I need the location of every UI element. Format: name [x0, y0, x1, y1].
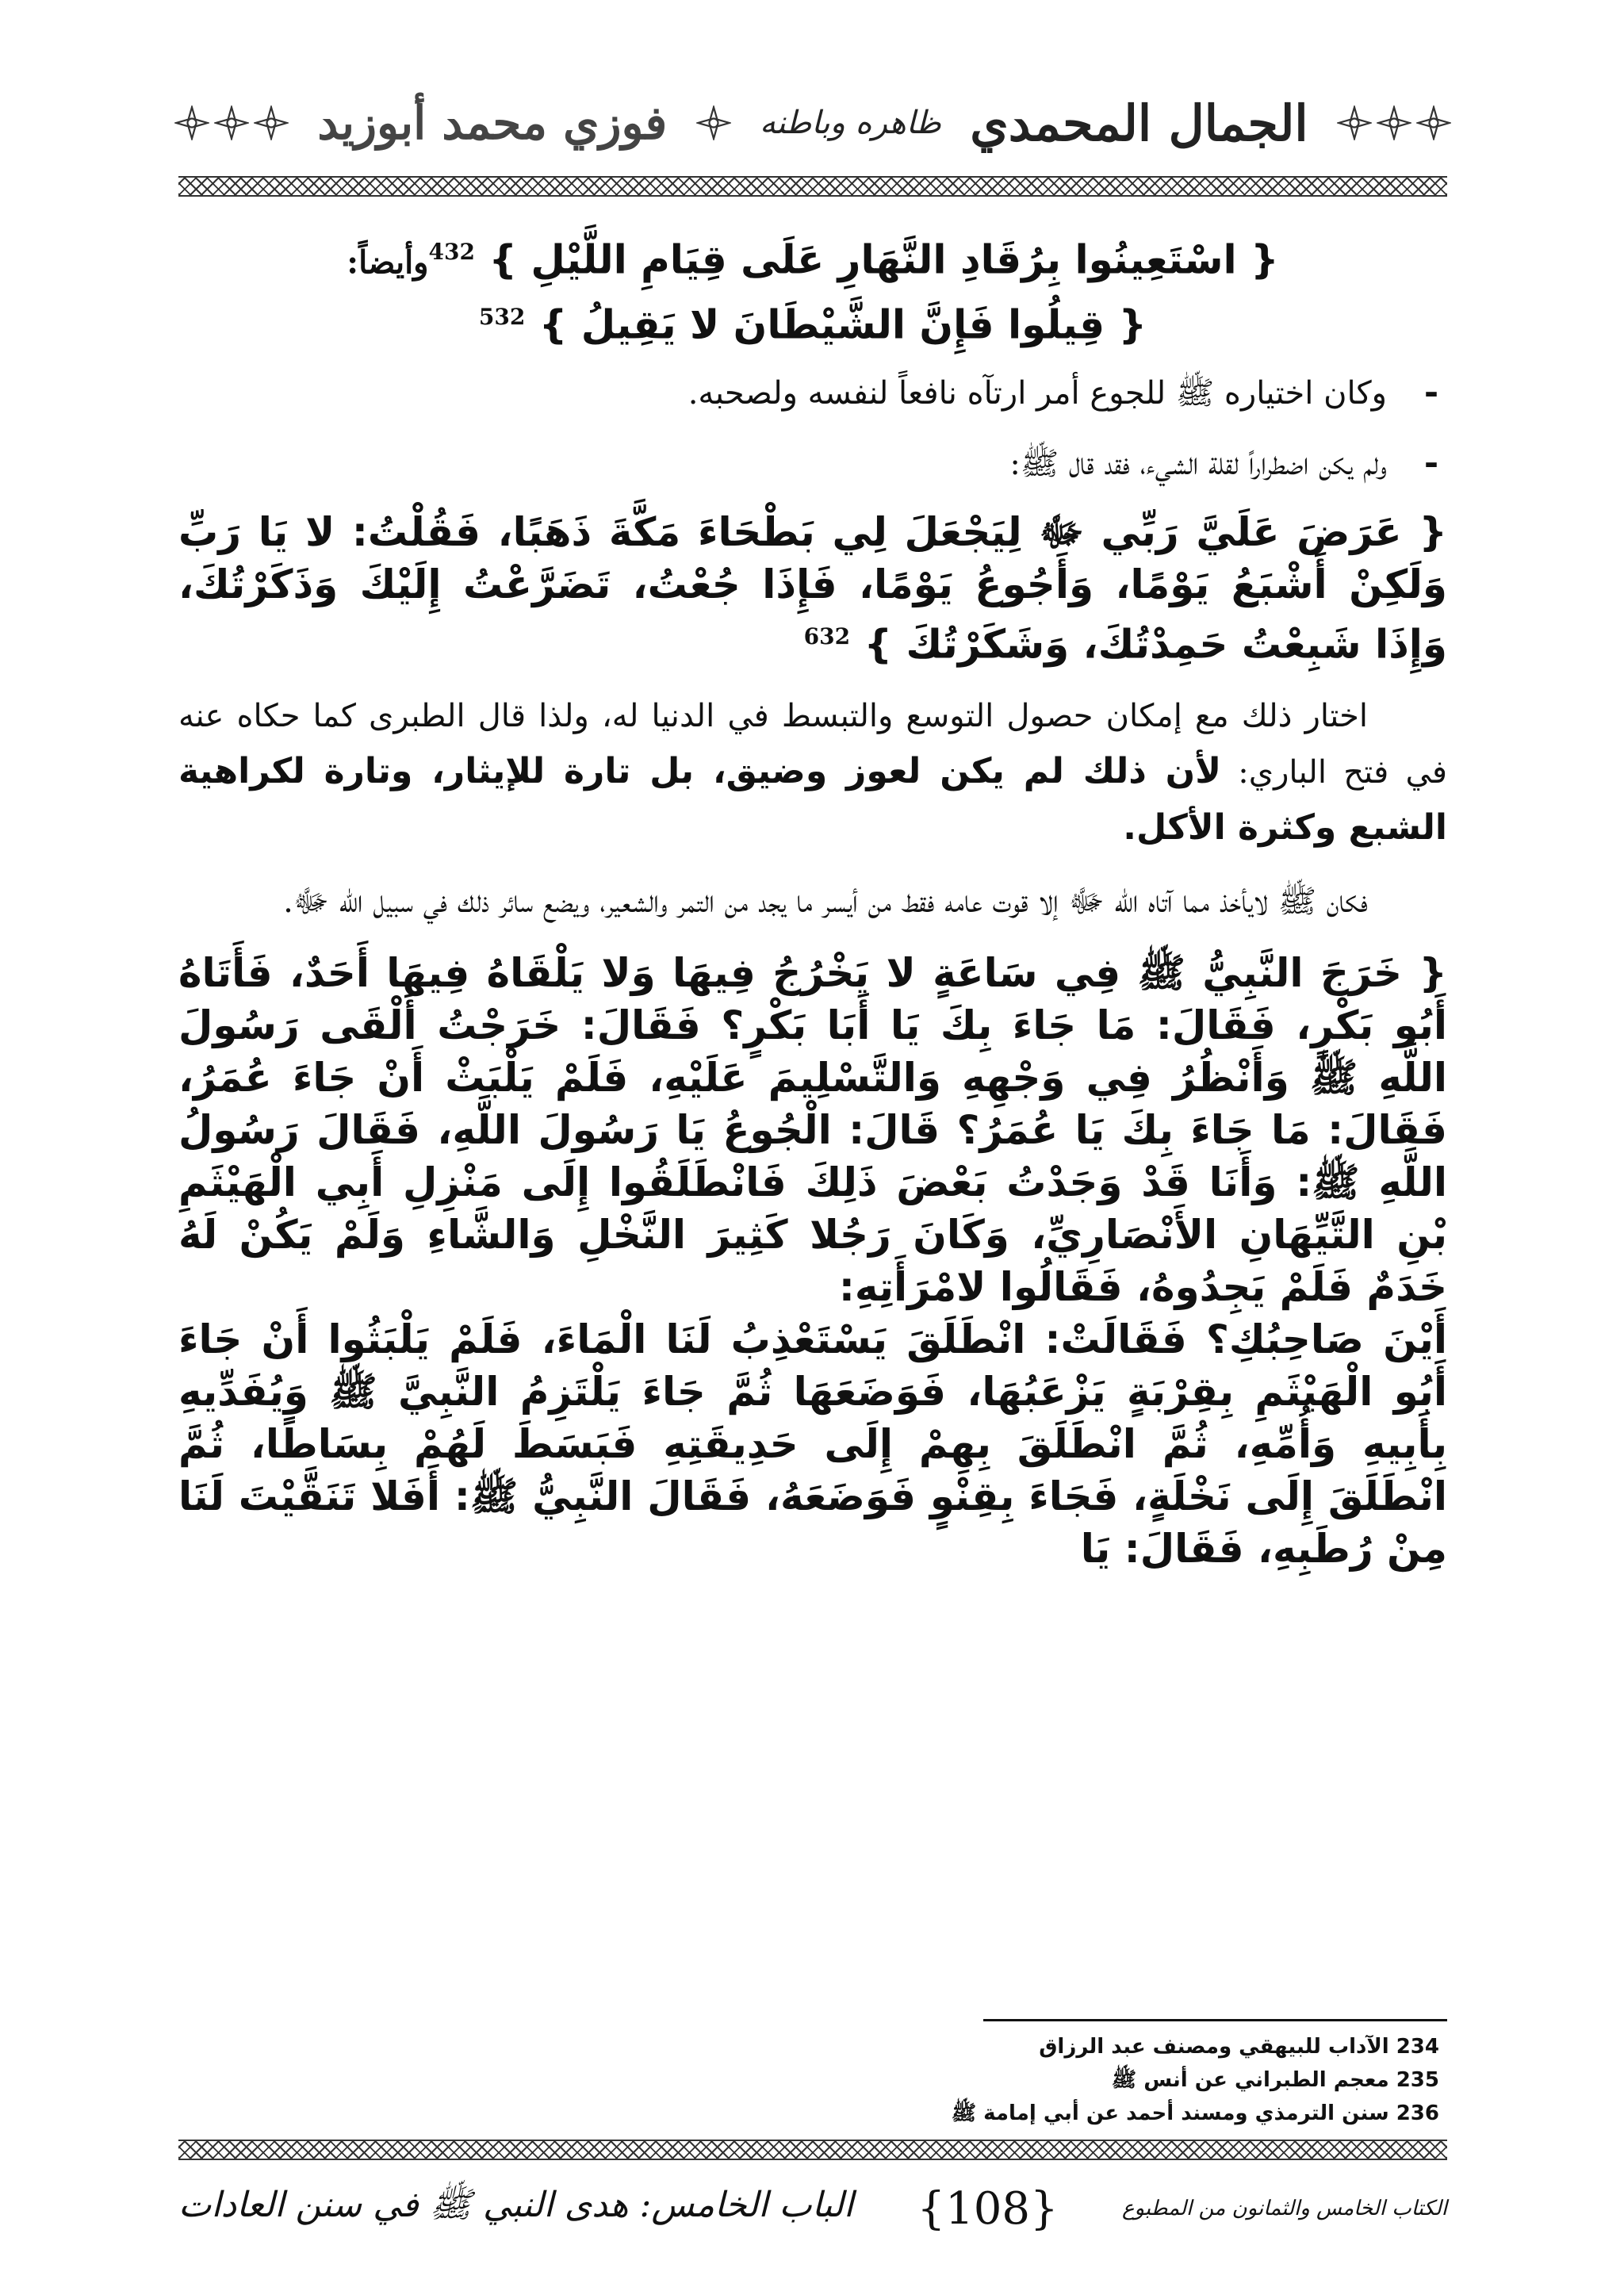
star-ornament-icon [696, 105, 731, 140]
quote-text: { خَرَجَ النَّبِيُّ ﷺ فِي سَاعَةٍ لا يَخْرُجُ فِيهَا وَلا يَلْقَاهُ فِيهَا أَحَدٌ، فَأَتَاهُ أَبُو بَكْرٍ، فَقَالَ: مَا جَاءَ بِكَ يَا أَبَا بَكْرٍ؟ فَقَالَ: خَرَجْتُ أَلْقَى رَسُولَ اللَّهِ ﷺ وَأَنْظُرُ فِي وَجْهِهِ وَالتَّسْلِيمَ عَلَيْهِ، فَلَمْ يَلْبَثْ أَنْ جَاءَ عُمَرُ، فَقَالَ: مَا جَاءَ بِكَ يَا عُمَرُ؟ قَالَ: الْجُوعُ يَا رَسُولَ اللَّهِ، فَقَالَ رَسُولُ اللَّهِ ﷺ: وَأَنَا قَدْ وَجَدْتُ بَعْضَ ذَلِكَ فَانْطَلَقُوا إِلَى مَنْزِلِ أَبِي الْهَيْثَمِ بْنِ التَّيِّهَانِ الأَنْصَارِيِّ، وَكَانَ رَجُلا كَثِيرَ النَّخْلِ وَالشَّاءِ وَلَمْ يَكُنْ لَهُ خَدَمٌ فَلَمْ يَجِدُوهُ، فَقَالُوا لامْرَأَتِهِ: [178, 949, 1447, 1310]
footnote: 234 الآداب للبيهقي ومصنف عبد الرزاق [1039, 2035, 1439, 2059]
footnote-ref: 632 [803, 623, 851, 650]
footnote: 236 سنن الترمذي ومسند أحمد عن أبي إمامة ﷺ [951, 2101, 1439, 2125]
star-ornament-icon [254, 105, 289, 140]
paragraph-text: اختار ذلك مع إمكان حصول التوسع والتبسط في الدنيا له، ولذا قال الطبرى كما حكاه عنه في فتح الباري: [178, 697, 1447, 791]
quote-text: أَيْنَ صَاحِبُكِ؟ فَقَالَتْ: انْطَلَقَ يَسْتَعْذِبُ لَنَا الْمَاءَ، فَلَمْ يَلْبَثُوا أَنْ جَاءَ أَبُو الْهَيْثَمِ بِقِرْبَةٍ يَزْعَبُهَا، فَوَضَعَهَا ثُمَّ جَاءَ يَلْتَزِمُ النَّبِيَّ ﷺ وَيُفَدِّيهِ بِأَبِيهِ وَأُمِّهِ، ثُمَّ انْطَلَقَ بِهِمْ إِلَى حَدِيقَتِهِ فَبَسَطَ لَهُمْ بِسَاطًا، ثُمَّ انْطَلَقَ إِلَى نَخْلَةٍ، فَجَاءَ بِقِنْوٍ فَوَضَعَهُ، فَقَالَ النَّبِيُّ ﷺ: أَفَلا تَنَقَّيْتَ لَنَا مِنْ رُطَبِهِ، فَقَالَ: يَا [178, 1316, 1447, 1572]
author-name: فوزي محمد أبوزيد [317, 96, 668, 150]
star-ornament-icon [1337, 105, 1372, 140]
footnote-ref: 432 [428, 239, 475, 265]
paragraph [178, 688, 1447, 856]
bullet-text: وكان اختياره ﷺ للجوع أمر ارتآه نافعاً لنفسه ولصحبه. [688, 375, 1387, 412]
paragraph-emphasis: لأن ذلك لم يكن لعوز وضيق، بل تارة للإيثار، وتارة لكراهية الشبع وكثرة الأكل. [178, 750, 1447, 848]
paragraph [178, 874, 1447, 929]
ornament-group-right [1337, 105, 1451, 140]
quote-text: { اسْتَعِينُوا بِرُقَادِ النَّهَارِ عَلَى قِيَامِ اللَّيْلِ } [488, 236, 1279, 283]
quote-text: { قِيلُوا فَإِنَّ الشَّيْطَانَ لا يَقِيلُ } [538, 301, 1147, 348]
bullet-marker: - [1423, 442, 1439, 484]
footnote-ref: 532 [478, 303, 526, 330]
book-subtitle: ظاهره وباطنه [759, 105, 941, 141]
quote-text: { عَرَضَ عَلَيَّ رَبِّي ﷻ لِيَجْعَلَ لِي بَطْحَاءَ مَكَّةَ ذَهَبًا، فَقُلْتُ: لا يَا رَبِّ وَلَكِنْ أَشْبَعُ يَوْمًا، وَأَجُوعُ يَوْمًا، فَإِذَا جُعْتُ، تَضَرَّعْتُ إِلَيْكَ وَذَكَرْتُكَ، وَإِذَا شَبِعْتُ حَمِدْتُكَ، وَشَكَرْتُكَ } [178, 509, 1447, 668]
star-ornament-icon [174, 105, 209, 140]
footnote: 235 معجم الطبراني عن أنس ﷺ [1111, 2068, 1439, 2092]
book-title: الجمال المحمدي [970, 94, 1308, 152]
quote-line-1 [178, 226, 1447, 291]
quote-line-2 [178, 291, 1447, 351]
quote-continuation: وأيضاً: [347, 243, 429, 282]
bullet-marker: - [1423, 372, 1439, 413]
star-ornament-icon [214, 105, 249, 140]
page-footer [178, 2173, 1447, 2244]
main-text [178, 226, 1447, 1575]
hadith-quote [178, 506, 1447, 671]
chapter-title: الباب الخامس: هدى النبي ﷺ في سنن العادات [178, 2185, 854, 2225]
paragraph-text: فكان ﷺ لايأخذ مما آتاه الله ﷻ إلا قوت عامه فقط من أيسر ما يجد من التمر والشعير، ويضع سائر ذلك في سبيل الله ﷻ. [283, 883, 1368, 920]
ornament-group-middle [696, 105, 731, 140]
footnotes [178, 2030, 1439, 2130]
bullet-item [178, 365, 1447, 421]
ornament-group-left [174, 105, 289, 140]
footer-ornament-band [178, 2140, 1447, 2160]
footnote-divider [983, 2019, 1447, 2021]
header-ornament-band [178, 176, 1447, 197]
bullet-text: ولم يكن اضطراراً لقلة الشيء، فقد قال ﷺ: [1009, 446, 1387, 483]
star-ornament-icon [1377, 105, 1411, 140]
hadith-quote-long [178, 947, 1447, 1575]
book-series-note: الكتاب الخامس والثمانون من المطبوع [1121, 2197, 1447, 2220]
star-ornament-icon [1416, 105, 1451, 140]
page-number: {108} [917, 2182, 1059, 2235]
bullet-item [178, 435, 1447, 492]
